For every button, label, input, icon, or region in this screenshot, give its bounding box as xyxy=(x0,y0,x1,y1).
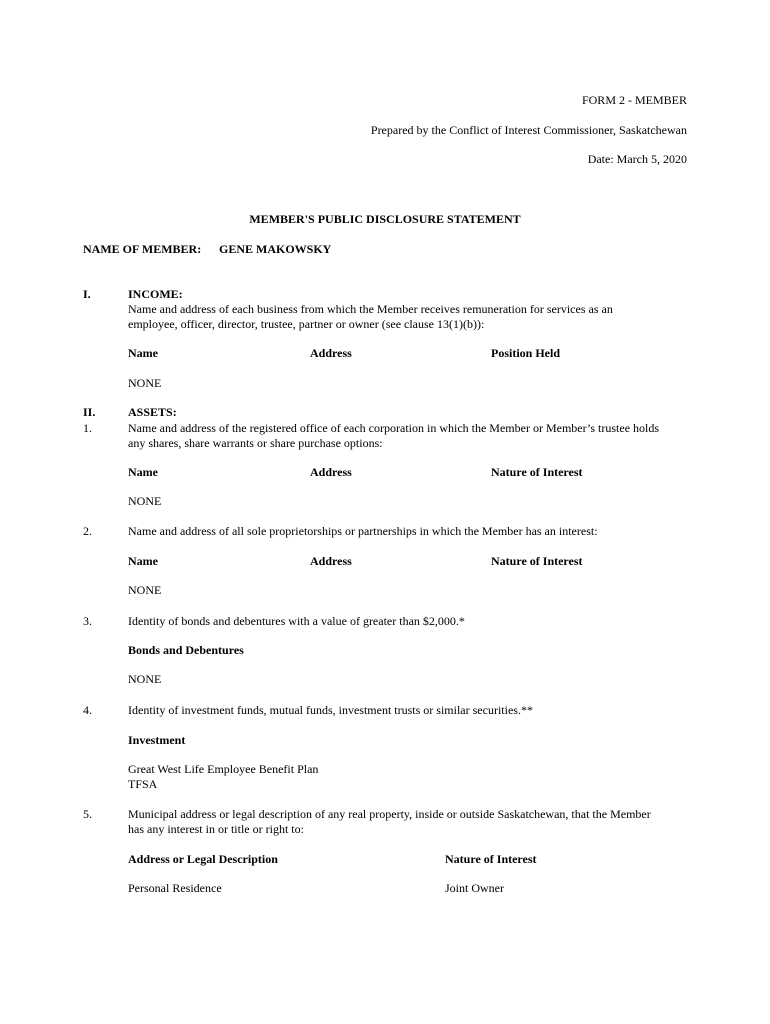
income-numeral: I. xyxy=(83,287,91,301)
item1-description-line1: Name and address of the registered office of each corporation in which the Member or Member’s trustee holds xyxy=(128,421,660,435)
assets-numeral: II. xyxy=(83,405,96,419)
item2-col-address: Address xyxy=(310,554,352,568)
item5-description-line2: has any interest in or title or right to: xyxy=(128,822,304,836)
item4-description: Identity of investment funds, mutual funds, investment trusts or similar securities.** xyxy=(128,703,533,717)
item3-number: 3. xyxy=(83,614,92,628)
income-value: NONE xyxy=(128,376,162,390)
member-label: NAME OF MEMBER: xyxy=(83,242,202,256)
item3-description: Identity of bonds and debentures with a value of greater than $2,000.* xyxy=(128,614,465,628)
page-title: MEMBER'S PUBLIC DISCLOSURE STATEMENT xyxy=(249,212,521,226)
prepared-by: Prepared by the Conflict of Interest Commissioner, Saskatchewan xyxy=(370,123,687,137)
item2-col-name: Name xyxy=(128,554,158,568)
form-label: FORM 2 - MEMBER xyxy=(581,93,687,107)
income-description-line1: Name and address of each business from which the Member receives remuneration for services as an xyxy=(128,302,613,316)
item1-col-name: Name xyxy=(128,465,158,479)
item1-col-nature: Nature of Interest xyxy=(491,465,583,479)
item1-number: 1. xyxy=(83,421,92,435)
item1-col-address: Address xyxy=(310,465,352,479)
item2-col-nature: Nature of Interest xyxy=(491,554,583,568)
income-heading: INCOME: xyxy=(128,287,183,301)
item3-subheading: Bonds and Debentures xyxy=(128,643,244,657)
income-col-address: Address xyxy=(310,346,352,360)
item3-value: NONE xyxy=(128,672,162,686)
member-name: GENE MAKOWSKY xyxy=(219,242,332,256)
income-description-line2: employee, officer, director, trustee, partner or owner (see clause 13(1)(b)): xyxy=(128,317,485,331)
item2-value: NONE xyxy=(128,583,162,597)
item1-value: NONE xyxy=(128,494,162,508)
income-col-name: Name xyxy=(128,346,158,360)
document-date: Date: March 5, 2020 xyxy=(587,152,687,166)
item5-row-address: Personal Residence xyxy=(128,881,222,895)
item4-value-1: Great West Life Employee Benefit Plan xyxy=(128,762,319,776)
item4-number: 4. xyxy=(83,703,92,717)
item4-subheading: Investment xyxy=(128,733,186,747)
assets-heading: ASSETS: xyxy=(128,405,177,419)
income-col-position: Position Held xyxy=(491,346,561,360)
item4-value-2: TFSA xyxy=(128,777,158,791)
item2-description: Name and address of all sole proprietorships or partnerships in which the Member has an interest: xyxy=(128,524,598,538)
item5-description-line1: Municipal address or legal description of any real property, inside or outside Saskatchewan, that the Member xyxy=(128,807,651,821)
item5-number: 5. xyxy=(83,807,92,821)
item1-description-line2: any shares, share warrants or share purchase options: xyxy=(128,436,383,450)
item5-row-nature: Joint Owner xyxy=(445,881,504,895)
item5-col-address: Address or Legal Description xyxy=(128,852,278,866)
item2-number: 2. xyxy=(83,524,92,538)
item5-col-nature: Nature of Interest xyxy=(445,852,537,866)
